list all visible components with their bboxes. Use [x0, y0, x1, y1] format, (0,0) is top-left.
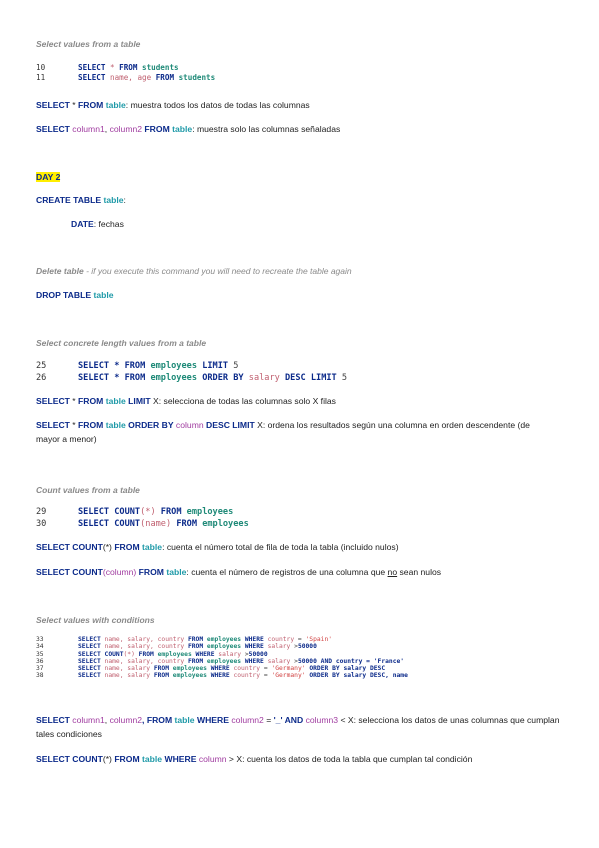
- line-number: 34: [36, 643, 44, 651]
- keyword-from: FROM: [114, 754, 140, 764]
- date-type-line: [71, 218, 124, 232]
- code-line-29: [36, 507, 233, 519]
- text: ,: [104, 715, 110, 725]
- text: X: ordena los resultados según una columna en orden descendente (de mayor a menor): [36, 420, 530, 444]
- keyword-order-by: ORDER BY: [125, 420, 174, 430]
- keyword-select: SELECT: [36, 715, 70, 725]
- keyword-select-count: SELECT COUNT: [36, 567, 103, 577]
- line-number: 36: [36, 657, 44, 665]
- code-columns: (*): [123, 650, 135, 658]
- keyword-and: AND: [282, 715, 304, 725]
- table-name: table: [103, 100, 126, 110]
- section-heading-conditions: Select values with conditions: [36, 615, 155, 625]
- keyword-select: SELECT: [36, 420, 70, 430]
- code-keyword: SELECT COUNT: [78, 519, 141, 529]
- code-keyword: SELECT: [78, 636, 101, 643]
- table-name: table: [103, 420, 126, 430]
- text: sean nulos: [397, 567, 442, 577]
- keyword-from: FROM: [136, 567, 164, 577]
- text: : cuenta el número total de fila de toda la tabla (incluido nulos): [162, 542, 399, 552]
- code-keyword: WHERE: [191, 650, 215, 658]
- code-columns: name, salary: [100, 672, 151, 680]
- keyword-select: SELECT: [36, 124, 70, 134]
- code-table: employees: [169, 672, 207, 680]
- code-rest: 50000: [297, 643, 317, 651]
- heading-text: Delete table: [36, 266, 84, 276]
- table-name: table: [101, 195, 124, 205]
- code-rest: ORDER BY salary DESC, name: [305, 672, 408, 680]
- line-number: 30: [36, 519, 47, 529]
- section-heading-limit: Select concrete length values from a table: [36, 338, 207, 348]
- code-line-36: [36, 658, 408, 665]
- code-keyword: FROM: [150, 665, 170, 673]
- line-number: 11: [36, 73, 46, 82]
- code-table: students: [137, 63, 179, 72]
- code-keyword: SELECT * FROM: [78, 373, 146, 383]
- code-keyword: DESC LIMIT: [279, 373, 337, 383]
- text: *: [69, 420, 79, 430]
- code-keyword: LIMIT: [197, 361, 229, 371]
- line-number: 33: [36, 636, 44, 643]
- code-columns: name, salary: [100, 665, 151, 673]
- code-keyword: WHERE: [206, 665, 230, 673]
- text: : fechas: [93, 219, 124, 229]
- code-keyword: FROM: [184, 636, 204, 643]
- code-keyword: SELECT: [78, 665, 101, 673]
- code-line-33: [36, 636, 408, 643]
- code-keyword: FROM: [184, 643, 204, 651]
- code-rest: ORDER BY salary DESC: [305, 665, 386, 673]
- keyword-select: SELECT: [36, 396, 70, 406]
- code-keyword: SELECT COUNT: [78, 507, 141, 517]
- keyword-from: FROM: [78, 420, 104, 430]
- keyword-limit: LIMIT: [125, 396, 151, 406]
- text: : muestra solo las columnas señaladas: [192, 124, 341, 134]
- code-keyword: FROM: [155, 73, 175, 82]
- column-name: column: [173, 420, 204, 430]
- line-number: 26: [36, 373, 47, 383]
- code-keyword: WHERE: [241, 657, 264, 665]
- code-keyword: FROM: [155, 507, 182, 517]
- code-table: employees: [145, 361, 198, 371]
- create-table-line: [36, 194, 126, 208]
- keyword-select-count: SELECT COUNT: [36, 754, 103, 764]
- code-keyword: SELECT: [78, 672, 101, 680]
- explanation-order-by: [36, 419, 556, 446]
- code-operator: =: [260, 672, 272, 680]
- keyword-from: FROM: [78, 100, 104, 110]
- column-name: column3: [303, 715, 339, 725]
- column-name: column1: [69, 715, 105, 725]
- section-heading-count: Count values from a table: [36, 485, 140, 495]
- code-block-conditions: [36, 636, 408, 680]
- code-keyword: WHERE: [241, 643, 264, 651]
- code-line-25: [36, 361, 238, 373]
- line-number: 25: [36, 361, 47, 371]
- code-number: 5: [228, 361, 239, 371]
- code-line-37: [36, 665, 408, 672]
- code-column: country: [229, 665, 261, 673]
- code-keyword: ORDER BY: [197, 373, 244, 383]
- code-keyword: FROM: [119, 63, 138, 72]
- code-keyword: SELECT * FROM: [78, 361, 146, 371]
- table-name: table: [139, 754, 163, 764]
- line-number: 10: [36, 63, 46, 72]
- code-keyword: WHERE: [206, 672, 230, 680]
- code-operator: >: [241, 650, 249, 658]
- code-keyword: SELECT COUNT: [78, 650, 124, 658]
- code-column: country: [229, 672, 261, 680]
- code-column: salary: [263, 657, 291, 665]
- text: > X: cuenta los datos de toda la tabla que cumplan tal condición: [226, 754, 473, 764]
- section-heading-delete-table: [36, 266, 352, 276]
- text: *: [69, 396, 79, 406]
- code-columns: name, salary, country: [100, 657, 185, 665]
- code-table: employees: [203, 657, 242, 665]
- keyword-drop-table: DROP TABLE: [36, 290, 92, 300]
- code-columns: name, salary, country: [100, 643, 185, 651]
- keyword-where: WHERE: [194, 715, 229, 725]
- keyword-from: , FROM: [142, 715, 173, 725]
- code-keyword: FROM: [134, 650, 154, 658]
- code-line-11: [36, 73, 215, 83]
- heading-note: - if you execute this command you will need to recreate the table again: [83, 266, 352, 276]
- code-keyword: SELECT: [78, 73, 106, 82]
- code-keyword: FROM: [150, 672, 170, 680]
- line-number: 29: [36, 507, 47, 517]
- text: (*): [102, 754, 115, 764]
- code-line-35: [36, 651, 408, 658]
- table-name: table: [172, 715, 195, 725]
- explanation-count-column: [36, 566, 441, 580]
- text: :: [123, 195, 126, 205]
- underlined-text: no: [387, 567, 398, 577]
- code-string: 'Germany': [271, 665, 306, 673]
- explanation-select-columns: [36, 123, 340, 137]
- keyword-from: FROM: [78, 396, 104, 406]
- code-keyword: FROM: [171, 519, 198, 529]
- column-name: column1: [69, 124, 105, 134]
- table-name: table: [103, 396, 126, 406]
- explanation-select-all: [36, 99, 310, 113]
- code-operator: >: [290, 657, 298, 665]
- code-line-34: [36, 643, 408, 650]
- code-line-26: [36, 373, 347, 385]
- code-columns: name, age: [105, 73, 156, 82]
- code-rest: 50000 AND country = 'France': [297, 657, 405, 665]
- line-number: 35: [36, 650, 44, 658]
- text: (*): [102, 542, 115, 552]
- code-column: salary: [263, 643, 291, 651]
- code-number: 5: [336, 373, 348, 383]
- column-name: column: [196, 754, 227, 764]
- day-label: DAY 2: [36, 172, 61, 182]
- code-operator: =: [260, 665, 272, 673]
- code-symbol: (*): [140, 507, 156, 517]
- code-keyword: FROM: [184, 657, 204, 665]
- code-table: employees: [203, 636, 242, 643]
- code-columns: name, salary, country: [100, 636, 185, 643]
- code-string: 'Spain': [305, 636, 333, 643]
- keyword-create-table: CREATE TABLE: [36, 195, 102, 205]
- text: < X: selecciona los datos de unas columnas que cumplan tales condiciones: [36, 715, 560, 739]
- keyword-where: WHERE: [162, 754, 197, 764]
- code-operator: =: [294, 636, 306, 643]
- code-operator: >: [290, 643, 298, 651]
- line-number: 37: [36, 665, 44, 673]
- column-name: column2: [109, 715, 143, 725]
- explanation-count-where: [36, 753, 526, 767]
- string-placeholder: '_': [273, 715, 283, 725]
- explanation-count-all: [36, 541, 399, 555]
- text: : cuenta el número de registros de una columna que: [186, 567, 388, 577]
- column-name: column2: [228, 715, 264, 725]
- table-name: table: [139, 542, 163, 552]
- code-keyword: SELECT: [78, 63, 106, 72]
- explanation-limit: [36, 395, 336, 409]
- code-line-30: [36, 519, 249, 531]
- explanation-where: [36, 714, 561, 741]
- code-keyword: WHERE: [241, 636, 264, 643]
- line-number: 38: [36, 672, 44, 680]
- text: ,: [104, 124, 110, 134]
- text: =: [263, 715, 274, 725]
- drop-table-line: [36, 289, 114, 303]
- keyword-from: FROM: [142, 124, 170, 134]
- code-table: employees: [197, 519, 249, 529]
- code-table: employees: [181, 507, 234, 517]
- column-name: (column): [102, 567, 137, 577]
- keyword-date: DATE: [71, 219, 94, 229]
- code-rest: 50000: [248, 650, 268, 658]
- code-column: country: [263, 636, 295, 643]
- column-name: column2: [109, 124, 143, 134]
- keyword-desc-limit: DESC LIMIT: [203, 420, 255, 430]
- text: : muestra todos los datos de todas las columnas: [125, 100, 310, 110]
- keyword-select: SELECT: [36, 100, 70, 110]
- code-column: (name): [140, 519, 172, 529]
- table-name: table: [91, 290, 114, 300]
- code-symbol: *: [105, 63, 120, 72]
- code-table: employees: [145, 373, 198, 383]
- keyword-select-count: SELECT COUNT: [36, 542, 103, 552]
- code-keyword: SELECT: [78, 657, 101, 665]
- code-table: employees: [153, 650, 192, 658]
- code-line-10: [36, 63, 179, 73]
- table-name: table: [169, 124, 193, 134]
- keyword-from: FROM: [114, 542, 140, 552]
- table-name: table: [163, 567, 187, 577]
- code-column: salary: [214, 650, 242, 658]
- code-table: students: [174, 73, 216, 82]
- code-table: employees: [169, 665, 207, 673]
- code-string: 'Germany': [271, 672, 306, 680]
- code-column: salary: [243, 373, 280, 383]
- section-heading-select-values: Select values from a table: [36, 39, 141, 49]
- code-table: employees: [203, 643, 242, 651]
- code-keyword: SELECT: [78, 643, 101, 651]
- text: *: [69, 100, 79, 110]
- code-line-38: [36, 672, 408, 679]
- text: X: selecciona de todas las columnas solo X filas: [150, 396, 336, 406]
